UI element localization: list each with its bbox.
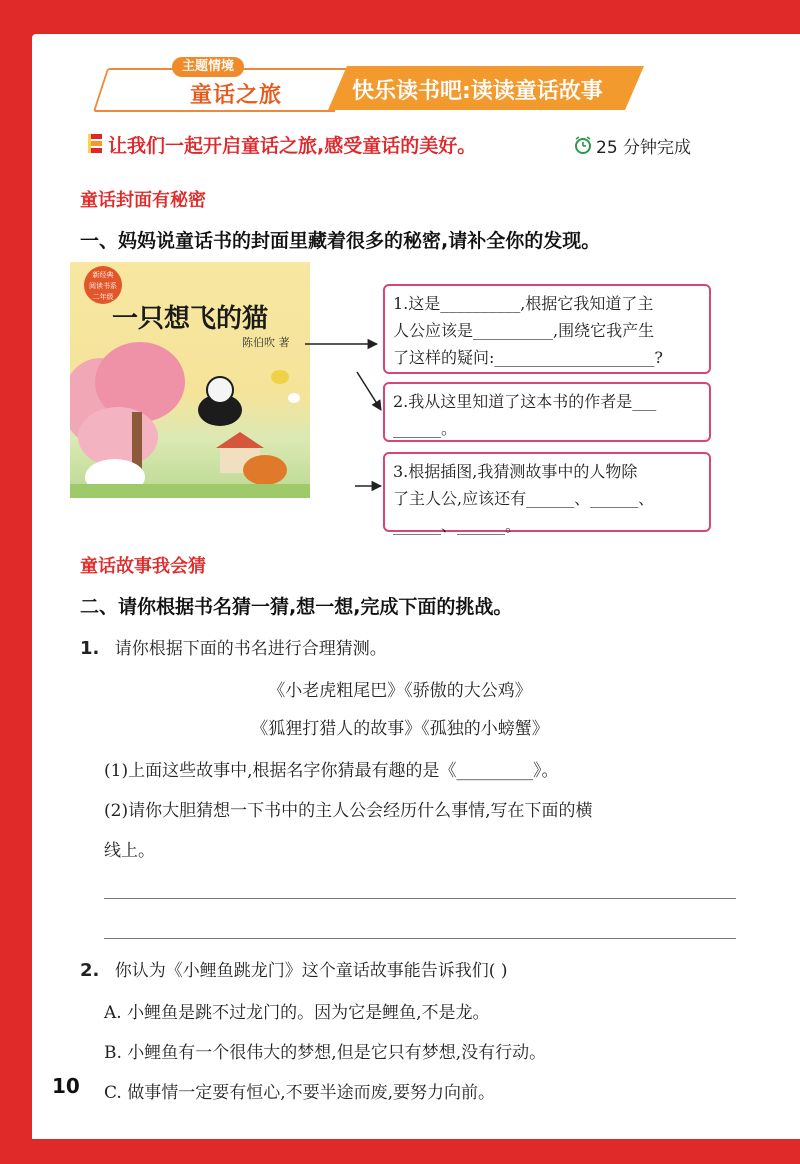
option-b[interactable]: B. 小鲤鱼有一个很伟大的梦想,但是它只有梦想,没有行动。 xyxy=(104,1043,547,1063)
box-line: 2.我从这里知道了这本书的作者是___ xyxy=(393,392,657,411)
discovery-box-3 xyxy=(383,452,711,535)
box-line: 了主人公,应该还有______、______、 xyxy=(393,489,655,508)
book-titles-row-2: 《狐狸打猎人的故事》《孤独的小螃蟹》 xyxy=(251,719,549,739)
section1-title: 童话封面有秘密 xyxy=(80,190,206,211)
discovery-box-2 xyxy=(383,382,711,442)
item2-number: 2. xyxy=(80,960,100,981)
arrows xyxy=(305,300,385,500)
item1-number: 1. xyxy=(80,638,100,659)
header-right-title: 快乐读书吧:读读童话故事 xyxy=(352,79,603,104)
box-line: 了这样的疑问:____________________? xyxy=(393,348,663,367)
item2 xyxy=(80,956,507,981)
page-number: 10 xyxy=(52,1074,80,1098)
item1 xyxy=(80,634,387,659)
option-a[interactable]: A. 小鲤鱼是跳不过龙门的。因为它是鲤鱼,不是龙。 xyxy=(104,1003,490,1023)
item1-text: 请你根据下面的书名进行合理猜测。 xyxy=(114,639,387,659)
header-left-title: 童话之旅 xyxy=(190,83,283,108)
item2-text: 你认为《小鲤鱼跳龙门》这个童话故事能告诉我们( ) xyxy=(114,961,508,981)
intro-text: 让我们一起开启童话之旅,感受童话的美好。 xyxy=(108,135,477,157)
cover-author: 陈伯吹 著 xyxy=(242,336,290,349)
box-line: 1.这是__________,根据它我知道了主 xyxy=(393,294,654,313)
badge-line: 新经典 xyxy=(92,271,114,279)
cover-title: 一只想飞的猫 xyxy=(111,304,268,334)
section2-title: 童话故事我会猜 xyxy=(80,556,206,577)
subquestion-1: (1)上面这些故事中,根据名字你猜最有趣的是《_________》。 xyxy=(104,761,559,781)
badge-line: 阅读书系 xyxy=(89,282,117,290)
box-line: ______、______。 xyxy=(393,516,522,535)
time-label: 25 分钟完成 xyxy=(596,138,692,158)
clock-icon xyxy=(574,136,592,154)
box-line: 3.根据插图,我猜测故事中的人物除 xyxy=(393,462,638,481)
book-cover-image xyxy=(70,262,310,498)
subquestion-2-line-1: (2)请你大胆猜想一下书中的主人公会经历什么事情,写在下面的横 xyxy=(104,801,593,821)
book-icon xyxy=(86,132,106,156)
section1-question: 一、妈妈说童话书的封面里藏着很多的秘密,请补全你的发现。 xyxy=(80,230,601,252)
option-c[interactable]: C. 做事情一定要有恒心,不要半途而废,要努力向前。 xyxy=(104,1083,496,1103)
badge-line: 二年级 xyxy=(92,293,114,301)
answer-line[interactable] xyxy=(104,898,736,899)
subquestion-2-line-2: 线上。 xyxy=(104,841,155,861)
section2-question: 二、请你根据书名猜一猜,想一想,完成下面的挑战。 xyxy=(80,596,513,618)
book-titles-row-1: 《小老虎粗尾巴》《骄傲的大公鸡》 xyxy=(268,681,532,701)
box-line: 人公应该是__________,围绕它我产生 xyxy=(393,321,655,340)
header-tag: 主题情境 xyxy=(172,57,244,77)
box-line: ______。 xyxy=(393,419,458,438)
answer-line[interactable] xyxy=(104,938,736,939)
discovery-box-1 xyxy=(383,284,711,374)
